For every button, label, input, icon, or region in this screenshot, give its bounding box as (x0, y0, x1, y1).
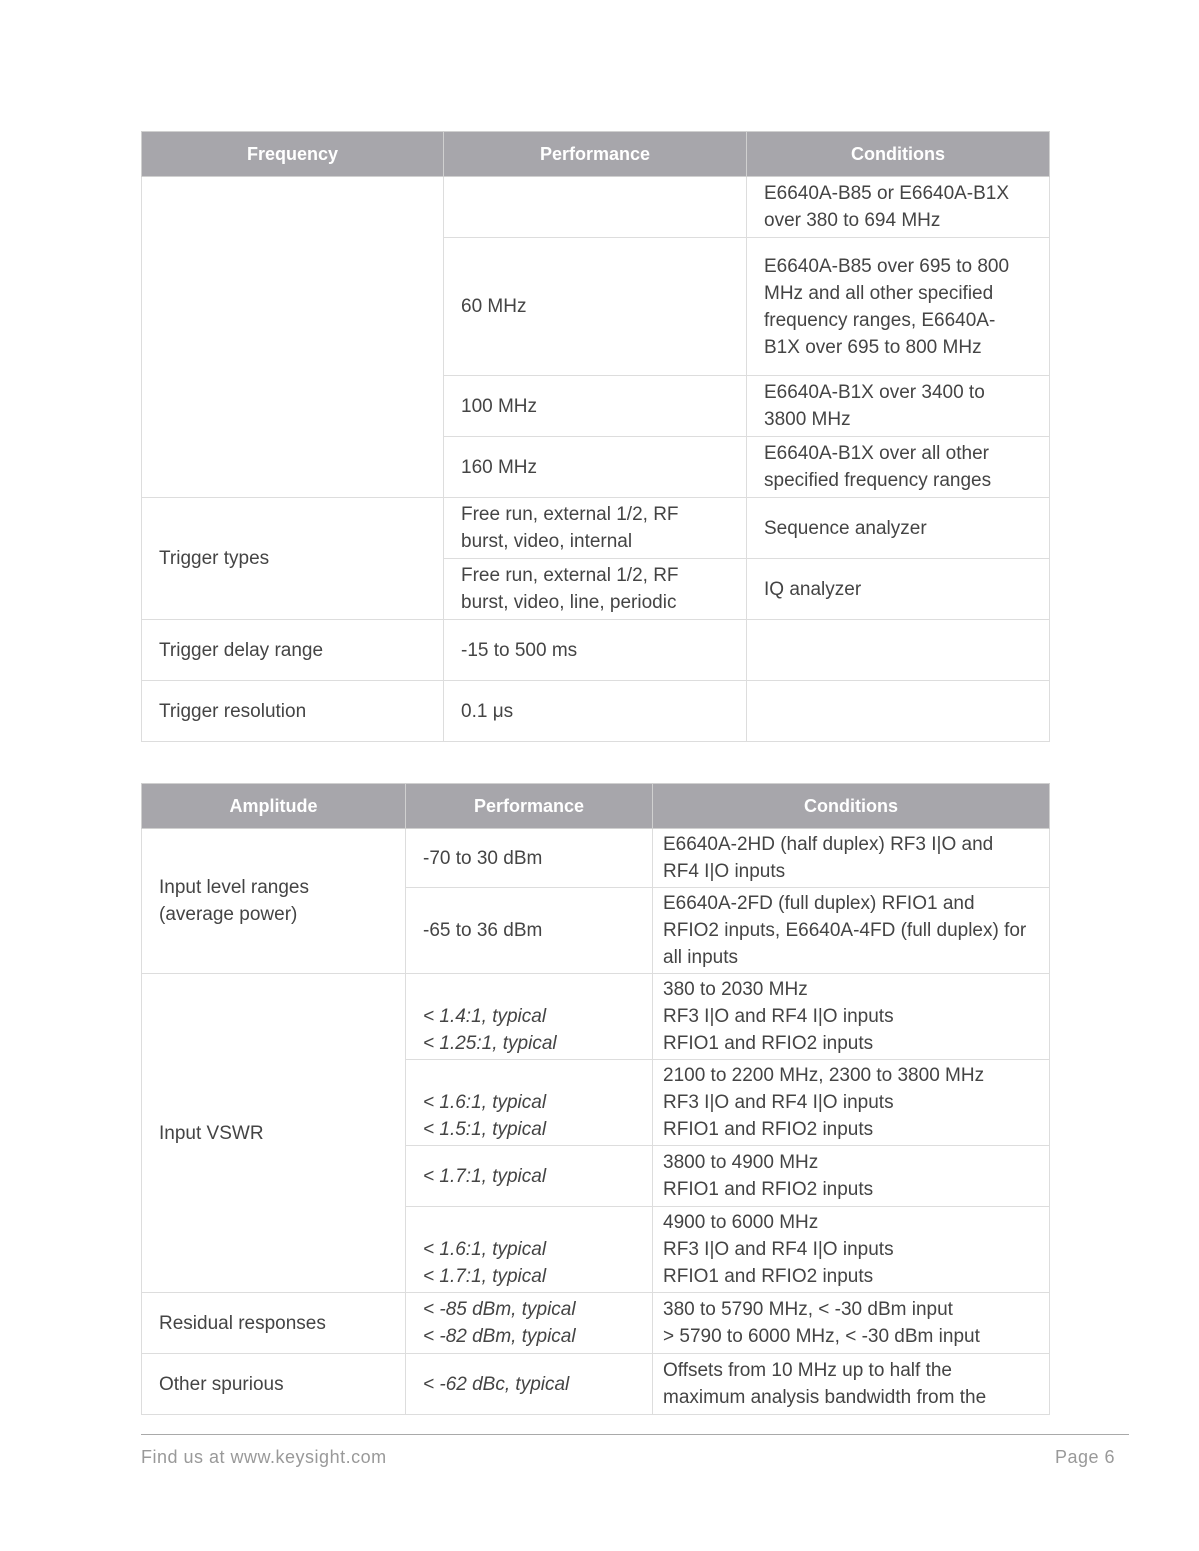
performance-cell: 0.1 μs (444, 681, 747, 742)
condition-line: RFIO1 and RFIO2 inputs (663, 1033, 874, 1054)
performance-cell (406, 1146, 653, 1207)
conditions-cell: Sequence analyzer (747, 498, 1050, 559)
conditions-cell (653, 1146, 1050, 1207)
condition-line: maximum analysis bandwidth from the (663, 1387, 987, 1408)
performance-cell: -70 to 30 dBm (406, 829, 653, 888)
frequency-label-cell (142, 177, 444, 498)
footer-website: Find us at www.keysight.com (141, 1447, 387, 1467)
conditions-cell: E6640A-B1X over all other specified frequency ranges (747, 437, 1050, 498)
value-line: < 1.4:1, typical (423, 1006, 547, 1027)
spurious-label: Other spurious (142, 1354, 406, 1415)
conditions-cell (653, 1207, 1050, 1293)
table-row (142, 1293, 1050, 1354)
table-row (142, 1354, 1050, 1415)
performance-cell (406, 1060, 653, 1146)
trigger-resolution-label: Trigger resolution (142, 681, 444, 742)
value-line: < 1.6:1, typical (423, 1239, 547, 1260)
value-line: < 1.6:1, typical (423, 1092, 547, 1113)
value-line: < 1.5:1, typical (423, 1119, 547, 1140)
header-conditions: Conditions (653, 784, 1050, 829)
footer-divider (141, 1434, 1129, 1435)
performance-cell: < -62 dBc, typical (406, 1354, 653, 1415)
value-line: < -82 dBm, typical (423, 1326, 576, 1347)
table-header-row (142, 784, 1050, 829)
condition-line: RFIO1 and RFIO2 inputs (663, 1119, 874, 1140)
value-line: < 1.7:1, typical (423, 1266, 547, 1287)
conditions-cell: E6640A-B85 or E6640A-B1X over 380 to 694 MHz (747, 177, 1050, 238)
conditions-cell (747, 620, 1050, 681)
performance-cell (444, 177, 747, 238)
conditions-cell: E6640A-2FD (full duplex) RFIO1 and RFIO2 inputs, E6640A-4FD (full duplex) for all inputs (653, 888, 1050, 974)
conditions-cell (747, 681, 1050, 742)
header-amplitude: Amplitude (142, 784, 406, 829)
condition-line: 4900 to 6000 MHz (663, 1212, 819, 1233)
value-line: < 1.7:1, typical (423, 1165, 547, 1187)
conditions-cell: IQ analyzer (747, 559, 1050, 620)
conditions-cell: E6640A-2HD (half duplex) RF3 I|O and RF4 I|O inputs (653, 829, 1050, 888)
table-row (142, 620, 1050, 681)
table-row (142, 974, 1050, 1060)
performance-cell: -15 to 500 ms (444, 620, 747, 681)
vswr-label: Input VSWR (142, 974, 406, 1293)
table-row (142, 681, 1050, 742)
performance-cell: 100 MHz (444, 376, 747, 437)
condition-line: RFIO1 and RFIO2 inputs (663, 1266, 874, 1287)
header-conditions: Conditions (747, 132, 1050, 177)
condition-line: 380 to 2030 MHz (663, 979, 808, 1000)
page-number: Page 6 (1054, 1447, 1115, 1467)
condition-line: 2100 to 2200 MHz, 2300 to 3800 MHz (663, 1065, 985, 1086)
condition-line: RFIO1 and RFIO2 inputs (663, 1179, 874, 1200)
header-frequency: Frequency (142, 132, 444, 177)
table-row (142, 177, 1050, 238)
performance-cell (406, 1207, 653, 1293)
conditions-cell: E6640A-B1X over 3400 to 3800 MHz (747, 376, 1050, 437)
frequency-spec-table (141, 131, 1050, 742)
conditions-cell (653, 1293, 1050, 1354)
trigger-types-label: Trigger types (142, 498, 444, 620)
condition-line: > 5790 to 6000 MHz, < -30 dBm input (663, 1326, 980, 1347)
condition-line: 3800 to 4900 MHz (663, 1152, 819, 1173)
condition-line: RF3 I|O and RF4 I|O inputs (663, 1006, 894, 1027)
header-performance: Performance (406, 784, 653, 829)
performance-cell: 160 MHz (444, 437, 747, 498)
table-row (142, 829, 1050, 888)
condition-line: RF3 I|O and RF4 I|O inputs (663, 1239, 894, 1260)
input-level-label: Input level ranges (average power) (142, 829, 406, 974)
performance-cell (406, 974, 653, 1060)
table-row (142, 498, 1050, 559)
residual-label: Residual responses (142, 1293, 406, 1354)
trigger-delay-label: Trigger delay range (142, 620, 444, 681)
conditions-cell: E6640A-B85 over 695 to 800 MHz and all other specified frequency ranges, E6640A-B1X over 695 to 800 MHz (747, 238, 1050, 376)
value-line: < 1.25:1, typical (423, 1033, 557, 1054)
performance-cell (406, 1293, 653, 1354)
table-header-row (142, 132, 1050, 177)
conditions-cell (653, 974, 1050, 1060)
condition-line: 380 to 5790 MHz, < -30 dBm input (663, 1299, 953, 1320)
amplitude-spec-table (141, 783, 1050, 1415)
performance-cell: Free run, external 1/2, RF burst, video, line, periodic (444, 559, 747, 620)
value-line: < -85 dBm, typical (423, 1299, 576, 1320)
condition-line: Offsets from 10 MHz up to half the (663, 1360, 952, 1381)
conditions-cell (653, 1354, 1050, 1415)
conditions-cell (653, 1060, 1050, 1146)
performance-cell: -65 to 36 dBm (406, 888, 653, 974)
performance-cell: 60 MHz (444, 238, 747, 376)
condition-line: RF3 I|O and RF4 I|O inputs (663, 1092, 894, 1113)
performance-cell: Free run, external 1/2, RF burst, video, internal (444, 498, 747, 559)
header-performance: Performance (444, 132, 747, 177)
